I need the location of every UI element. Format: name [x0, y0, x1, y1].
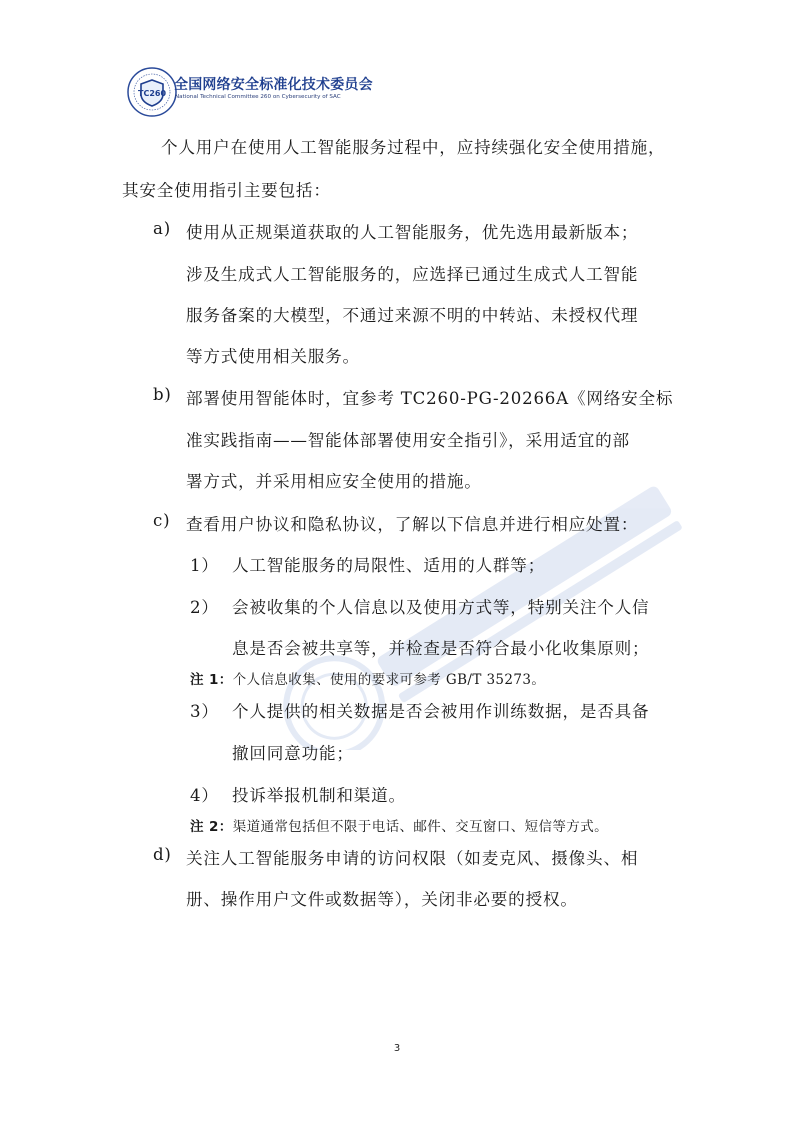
- note-2-text: 渠道通常包括但不限于电话、邮件、交互窗口、短信等方式。: [232, 819, 609, 835]
- item-c-lead: 查看用户协议和隐私协议，了解以下信息并进行相应处置：: [186, 515, 639, 534]
- note-1-label: 注 1：: [190, 672, 233, 688]
- item-d-marker: d): [153, 845, 172, 864]
- sub-item-marker: 2）: [190, 598, 219, 617]
- logo-text: TC260: [137, 89, 167, 98]
- sub-item-line: 个人提供的相关数据是否会被用作训练数据，是否具备: [232, 702, 650, 721]
- item-c-marker: c): [153, 511, 171, 530]
- sub-item-line: 人工智能服务的局限性、适用的人群等；: [232, 556, 546, 575]
- item-a-line: 使用从正规渠道获取的人工智能服务，优先选用最新版本；: [186, 223, 639, 242]
- note-1: [190, 668, 545, 688]
- intro-line: 其安全使用指引主要包括：: [122, 181, 331, 200]
- item-a-marker: a): [153, 219, 171, 238]
- sub-item-line: 投诉举报机制和渠道。: [232, 786, 406, 805]
- org-name-en: National Technical Committee 260 on Cybersecurity of SAC: [175, 94, 341, 100]
- item-a-line: 涉及生成式人工智能服务的，应选择已通过生成式人工智能: [186, 265, 639, 284]
- item-d-line: 关注人工智能服务申请的访问权限（如麦克风、摄像头、相: [186, 849, 639, 868]
- item-a-line: 服务备案的大模型，不通过来源不明的中转站、未授权代理: [186, 306, 639, 325]
- item-d-line: 册、操作用户文件或数据等），关闭非必要的授权。: [186, 890, 578, 909]
- page-number: 3: [393, 1043, 401, 1054]
- sub-item-line: 撤回同意功能；: [232, 744, 354, 763]
- note-1-text: 个人信息收集、使用的要求可参考 GB/T 35273。: [232, 672, 546, 688]
- item-b-marker: b): [153, 385, 172, 404]
- org-name-cn: 全国网络安全标准化技术委员会: [174, 77, 373, 93]
- intro-line: 个人用户在使用人工智能服务过程中，应持续强化安全使用措施，: [161, 138, 666, 157]
- sub-item-marker: 4）: [190, 786, 219, 805]
- item-a-line: 等方式使用相关服务。: [186, 347, 360, 366]
- note-2-label: 注 2：: [190, 819, 233, 835]
- sub-item-marker: 1）: [190, 556, 219, 575]
- note-2: [190, 815, 608, 835]
- sub-item-line: 息是否会被共享等，并检查是否符合最小化收集原则；: [232, 639, 650, 658]
- sub-item-marker: 3）: [190, 702, 219, 721]
- item-b-line: 部署使用智能体时，宜参考 TC260-PG-20266A《网络安全标: [186, 389, 674, 408]
- item-b-line: 署方式，并采用相应安全使用的措施。: [186, 472, 482, 491]
- sub-item-line: 会被收集的个人信息以及使用方式等，特别关注个人信: [232, 598, 650, 617]
- item-b-line: 准实践指南——智能体部署使用安全指引》，采用适宜的部: [186, 431, 630, 450]
- header: [120, 64, 380, 120]
- tc260-logo-icon: [126, 66, 178, 118]
